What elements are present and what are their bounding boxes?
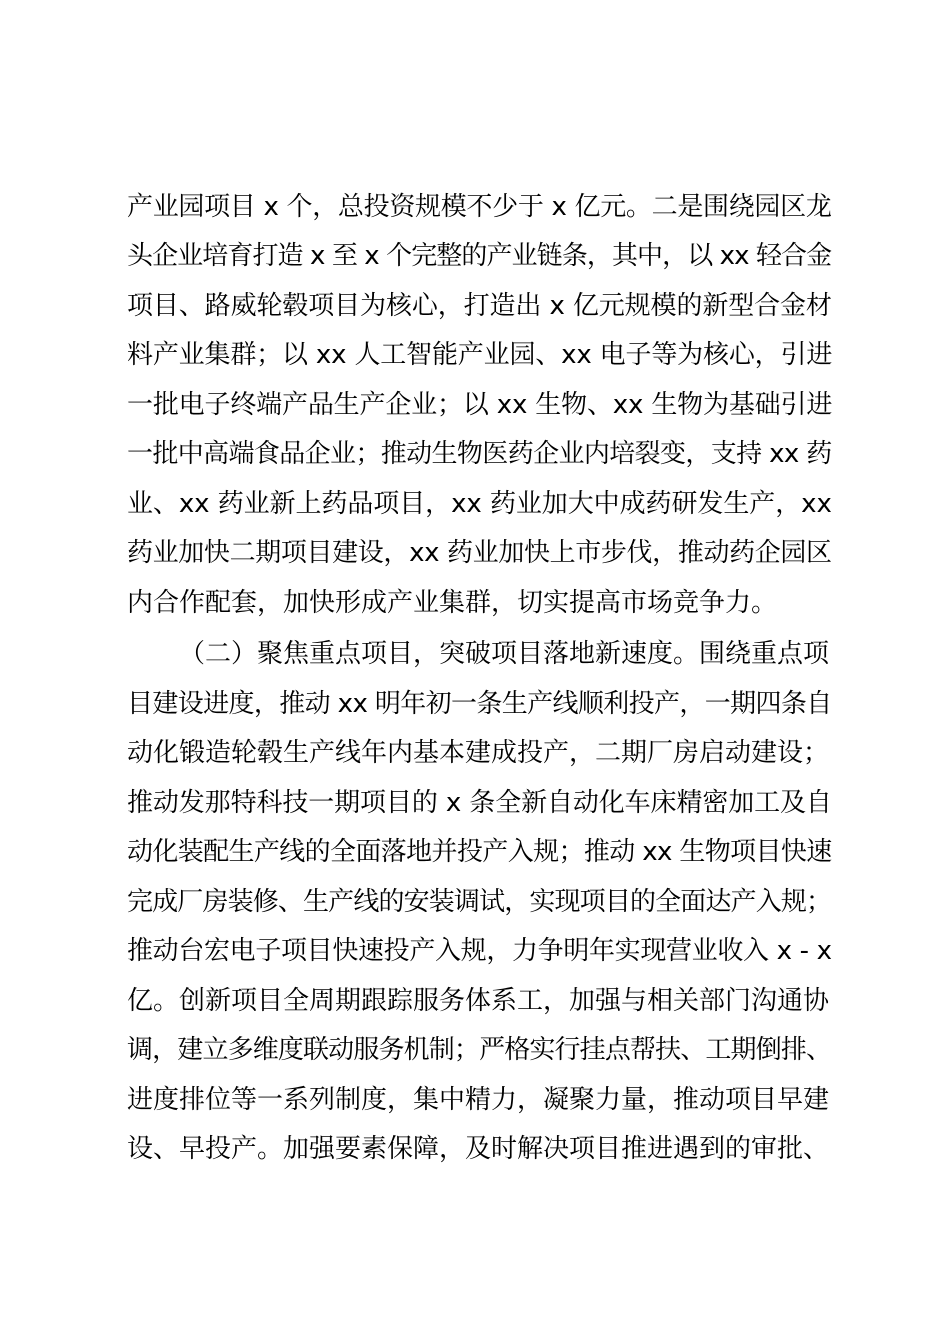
text-line: 产业园项目 x 个，总投资规模不少于 x 亿元。二是围绕园区龙 [127,192,832,222]
text-line: 推动台宏电子项目快速投产入规，力争明年实现营业收入 x - x [127,936,832,966]
text-line: 设、早投产。加强要素保障，及时解决项目推进遇到的审批、 [127,1134,830,1164]
text-line: 亿。创新项目全周期跟踪服务体系工，加强与相关部门沟通协 [127,986,830,1016]
text-line: 一批中高端食品企业；推动生物医药企业内培裂变，支持 xx 药 [127,439,832,469]
text-line: 完成厂房装修、生产线的安装调试，实现项目的全面达产入规； [127,887,832,917]
text-line: 动化装配生产线的全面落地并投产入规；推动 xx 生物项目快速 [127,837,832,867]
text-line: 动化锻造轮毂生产线年内基本建成投产，二期厂房启动建设； [127,738,830,768]
text-line: 进度排位等一系列制度，集中精力，凝聚力量，推动项目早建 [127,1085,830,1115]
text-line: 料产业集群；以 xx 人工智能产业园、xx 电子等为核心，引进 [127,340,833,370]
text-line: 业、xx 药业新上药品项目，xx 药业加大中成药研发生产，xx [127,489,832,519]
text-line: 调，建立多维度联动服务机制；严格实行挂点帮扶、工期倒排、 [127,1035,832,1065]
text-line: 目建设进度，推动 xx 明年初一条生产线顺利投产，一期四条自 [127,689,832,719]
text-line: 头企业培育打造 x 至 x 个完整的产业链条，其中，以 xx 轻合金 [127,241,832,271]
text-line: 内合作配套，加快形成产业集群，切实提高市场竞争力。 [127,588,778,618]
text-line: 推动发那特科技一期项目的 x 条全新自动化车床精密加工及自 [127,788,832,818]
section-heading-line: （二）聚焦重点项目，突破项目落地新速度。围绕重点项 [179,639,830,669]
text-line: 项目、路威轮毂项目为核心，打造出 x 亿元规模的新型合金材 [127,291,832,321]
text-line: 药业加快二期项目建设，xx 药业加快上市步伐，推动药企园区 [127,538,832,568]
text-line: 一批电子终端产品生产企业；以 xx 生物、xx 生物为基础引进 [127,390,833,420]
